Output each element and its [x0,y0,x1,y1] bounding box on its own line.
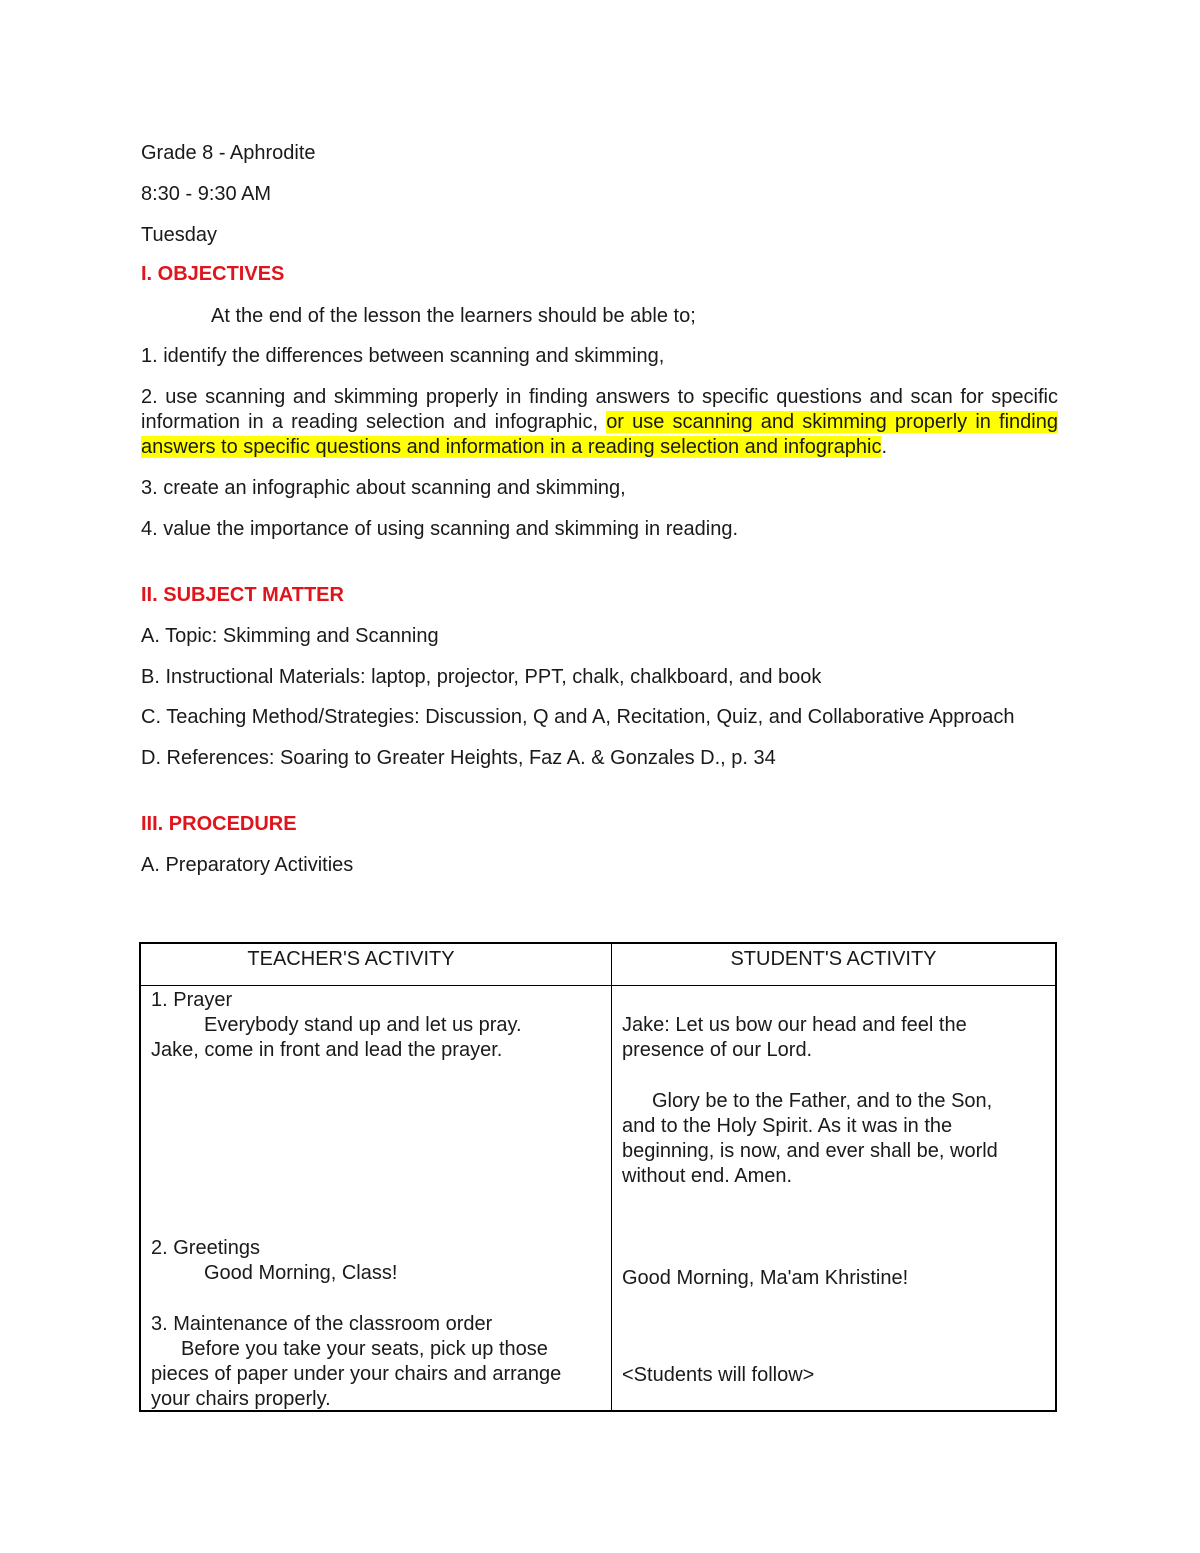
glory-line-2: and to the Holy Spirit. As it was in the [622,1115,953,1137]
order-line-2: pieces of paper under your chairs and arrange [151,1363,562,1385]
objective-item-2-end: . [881,436,888,458]
order-line-1: Before you take your seats, pick up those [181,1338,548,1360]
objectives-intro: At the end of the lesson the learners should be able to; [211,305,696,327]
subject-references: D. References: Soaring to Greater Heights, Faz A. & Gonzales D., p. 34 [141,747,776,769]
student-follow: <Students will follow> [622,1364,815,1386]
class-day: Tuesday [141,224,217,246]
glory-line-1: Glory be to the Father, and to the Son, [652,1090,993,1112]
teacher-greetings-block [151,1236,601,1286]
prayer-instruction: Everybody stand up and let us pray. [204,1014,522,1036]
objective-item-1: 1. identify the differences between scanning and skimming, [141,345,665,367]
teacher-prayer-block [151,988,601,1063]
subject-methods: C. Teaching Method/Strategies: Discussion, Q and A, Recitation, Quiz, and Collaborative Approach [141,706,1015,728]
lesson-plan-document [141,140,1058,878]
student-glory-be [622,1089,1045,1189]
objective-item-3: 3. create an infographic about scanning and skimming, [141,477,626,499]
teacher-order-block [151,1312,601,1412]
student-activity-cell [612,986,1057,1412]
glory-line-3: beginning, is now, and ever shall be, world [622,1140,998,1162]
teacher-activity-cell [140,986,612,1412]
subject-matter-heading: II. SUBJECT MATTER [141,584,344,606]
procedure-heading: III. PROCEDURE [141,813,297,835]
objective-item-4: 4. value the importance of using scanning and skimming in reading. [141,518,739,540]
class-time: 8:30 - 9:30 AM [141,183,272,205]
subject-materials: B. Instructional Materials: laptop, projector, PPT, chalk, chalkboard, and book [141,666,822,688]
prayer-lead-line-2: presence of our Lord. [622,1039,813,1061]
greetings-line: Good Morning, Class! [204,1262,398,1284]
table-header-row [140,943,1056,986]
grade-section: Grade 8 - Aphrodite [141,142,316,164]
order-title: 3. Maintenance of the classroom order [151,1313,493,1335]
objective-item-2 [141,385,1058,460]
student-prayer-lead [622,1013,1045,1063]
student-column-header: STUDENT'S ACTIVITY [612,943,1057,986]
objective-item-2-text: 2. use scanning and skimming properly in finding answers to specific questions and scan for specific information in a reading selection and infographic, [141,386,1058,433]
procedure-subheading: A. Preparatory Activities [141,854,354,876]
objectives-heading: I. OBJECTIVES [141,263,285,285]
greetings-title: 2. Greetings [151,1237,260,1259]
subject-topic: A. Topic: Skimming and Scanning [141,625,439,647]
student-greeting-reply: Good Morning, Ma'am Khristine! [622,1267,909,1289]
objective-item-2-highlight: or use scanning and skimming properly in finding answers to specific questions and information in a reading selection and infographic [141,411,1058,458]
prayer-lead-line-1: Jake: Let us bow our head and feel the [622,1014,967,1036]
prayer-title: 1. Prayer [151,989,233,1011]
glory-line-4: without end. Amen. [622,1165,793,1187]
prayer-leader: Jake, come in front and lead the prayer. [151,1039,503,1061]
teacher-column-header: TEACHER'S ACTIVITY [140,943,612,986]
order-line-3: your chairs properly. [151,1388,331,1410]
table-row [140,986,1056,1412]
activities-table [139,942,1057,1412]
